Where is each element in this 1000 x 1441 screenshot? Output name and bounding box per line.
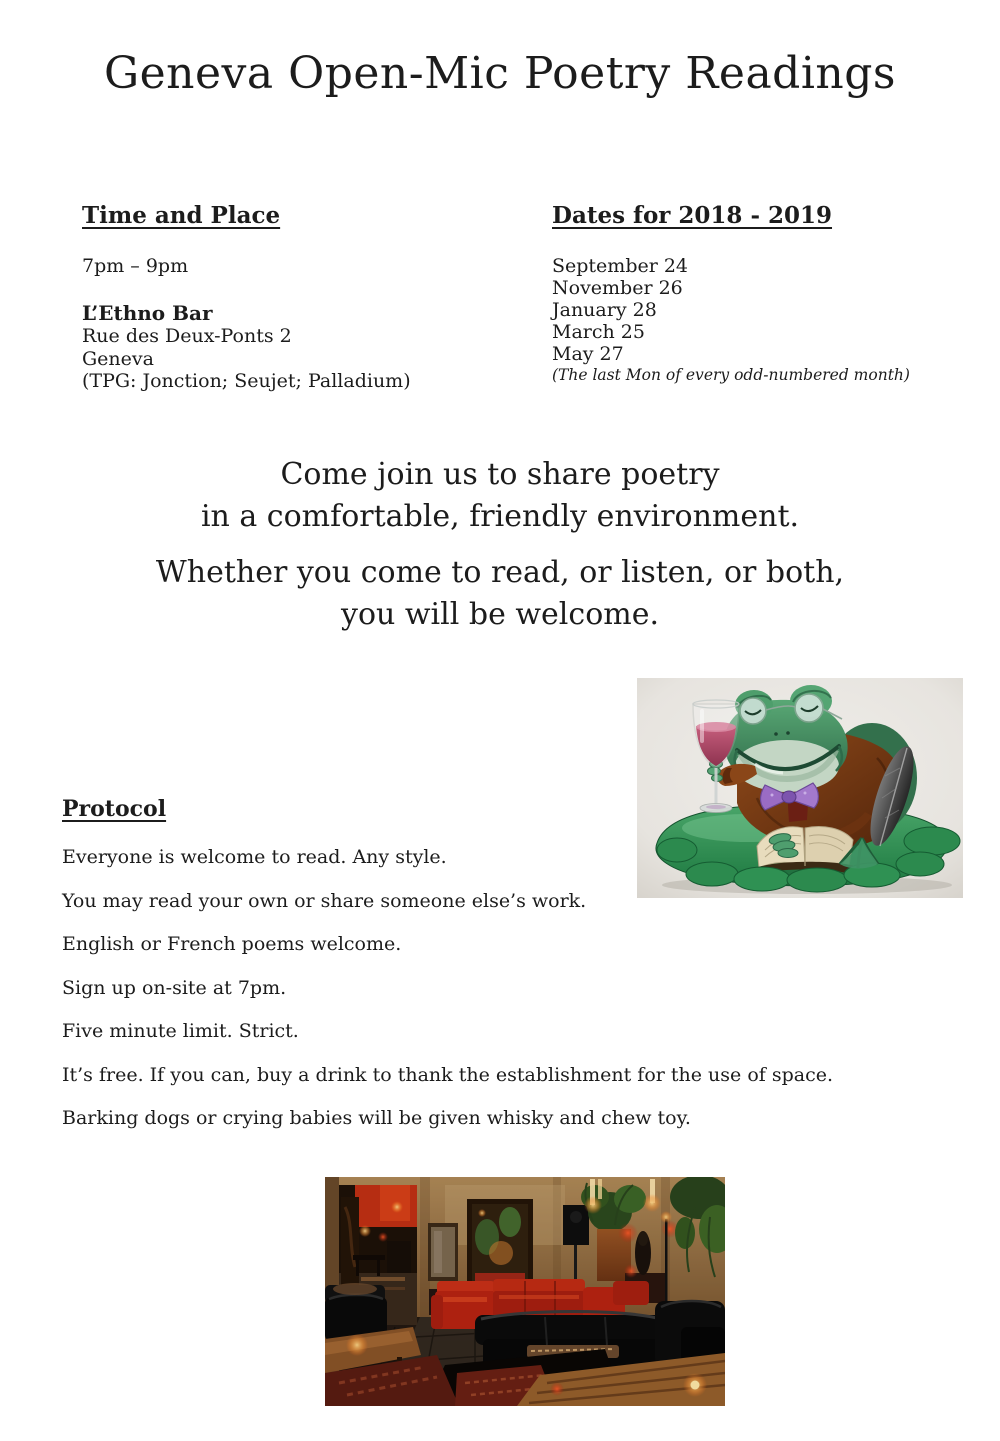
protocol-item: Barking dogs or crying babies will be given whisky and chew toy. (62, 1107, 691, 1129)
bar-interior-photo (325, 1177, 725, 1406)
invitation-text (0, 454, 1000, 636)
time-and-place-section (82, 202, 502, 393)
invitation-line: Come join us to share poetry (280, 457, 720, 492)
invitation-line: Whether you come to read, or listen, or both, (155, 555, 845, 590)
protocol-heading: Protocol (62, 796, 167, 822)
invitation-line: you will be welcome. (341, 597, 659, 632)
protocol-item: It’s free. If you can, buy a drink to thank the establishment for the use of space. (62, 1063, 834, 1086)
protocol-item: Five minute limit. Strict. (62, 1020, 299, 1042)
page-title: Geneva Open-Mic Poetry Readings (103, 48, 896, 99)
dates-heading: Dates for 2018 - 2019 (552, 202, 833, 229)
bar-photo-svg (325, 1177, 725, 1406)
protocol-item: Everyone is welcome to read. Any style. (62, 846, 447, 868)
protocol-item: Sign up on-site at 7pm. (62, 976, 287, 999)
protocol-section (62, 796, 902, 1150)
protocol-item: You may read your own or share someone else’s work. (62, 889, 587, 912)
date-item: November 26 (552, 277, 683, 299)
date-item: May 27 (552, 343, 624, 365)
venue-city: Geneva (82, 347, 154, 370)
date-item: January 28 (552, 299, 657, 321)
dates-list (552, 255, 972, 384)
date-item: September 24 (552, 255, 689, 277)
invitation-line: in a comfortable, friendly environment. (200, 499, 800, 534)
venue-transit: (TPG: Jonction; Seujet; Palladium) (82, 370, 411, 392)
time-and-place-heading: Time and Place (82, 202, 281, 229)
dates-section (552, 202, 972, 384)
protocol-item: English or French poems welcome. (62, 933, 402, 955)
event-hours: 7pm – 9pm (82, 255, 189, 277)
dates-note: (The last Mon of every odd-numbered month) (552, 366, 910, 384)
venue-street: Rue des Deux-Ponts 2 (82, 325, 292, 347)
venue-name: L’Ethno Bar (82, 301, 213, 325)
date-item: March 25 (552, 321, 645, 343)
